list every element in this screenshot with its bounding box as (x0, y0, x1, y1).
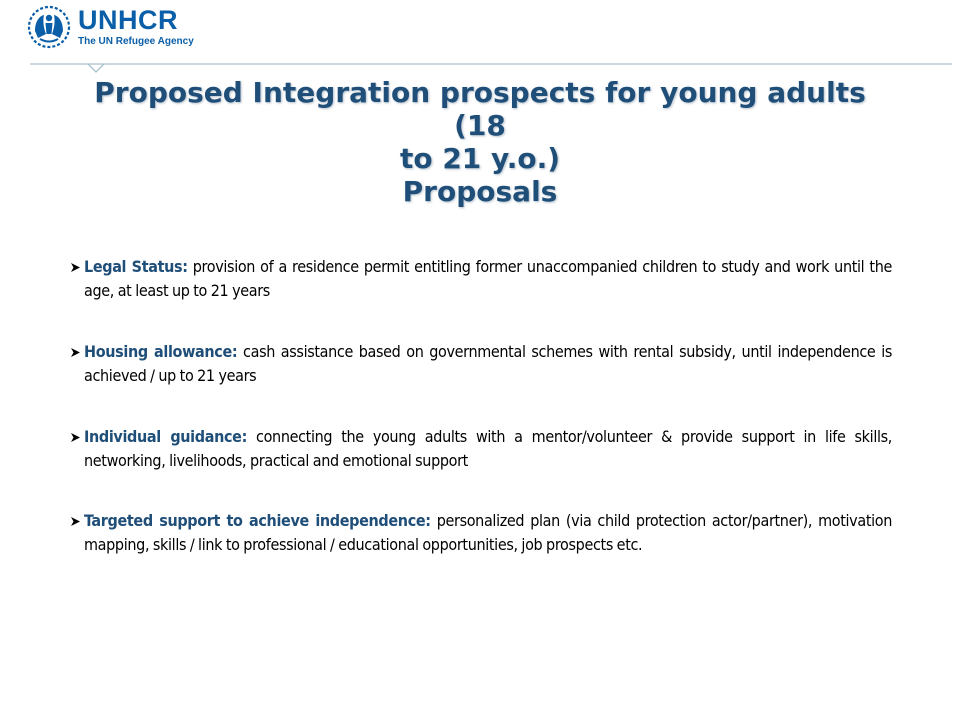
proposal-text: provision of a residence permit entitling former unaccompanied children to study and work until the age, at least up to 21 years (84, 257, 892, 300)
proposal-label: Individual guidance: (84, 427, 247, 446)
slide-title-line-1: Proposed Integration prospects for young adults (18 (94, 76, 866, 142)
unhcr-logo (26, 4, 194, 50)
arrow-bullet-icon (70, 516, 81, 527)
header-divider (30, 62, 952, 76)
logo-name: UNHCR (78, 5, 178, 35)
proposal-label: Targeted support to achieve independence: (84, 511, 431, 530)
arrow-bullet-icon (70, 262, 81, 273)
slide-title-line-3: Proposals (402, 175, 558, 208)
arrow-bullet-icon (70, 347, 81, 358)
proposal-label: Legal Status: (84, 257, 188, 276)
proposal-text: personalized plan (via child protection actor/partner), motivation mapping, skills / link to professional / educational opportunities, job prospects etc. (84, 511, 892, 554)
slide-title (70, 76, 890, 208)
proposal-item-targeted-support (70, 509, 892, 557)
arrow-bullet-icon (70, 432, 81, 443)
logo-text (78, 7, 194, 47)
proposal-text: connecting the young adults with a mentor/volunteer & provide support in life skills, networking, livelihoods, practical and emotional support (84, 427, 892, 470)
logo-tagline: The UN Refugee Agency (78, 36, 194, 47)
proposal-text: cash assistance based on governmental schemes with rental subsidy, until independence is achieved / up to 21 years (84, 342, 892, 385)
proposal-item-legal-status (70, 255, 892, 303)
proposal-item-individual-guidance (70, 425, 892, 473)
proposal-list (70, 255, 892, 557)
slide-title-line-2: to 21 y.o.) (399, 142, 561, 175)
proposal-item-housing-allowance (70, 340, 892, 388)
proposal-label: Housing allowance: (84, 342, 238, 361)
unhcr-hands-emblem-icon (26, 4, 72, 50)
